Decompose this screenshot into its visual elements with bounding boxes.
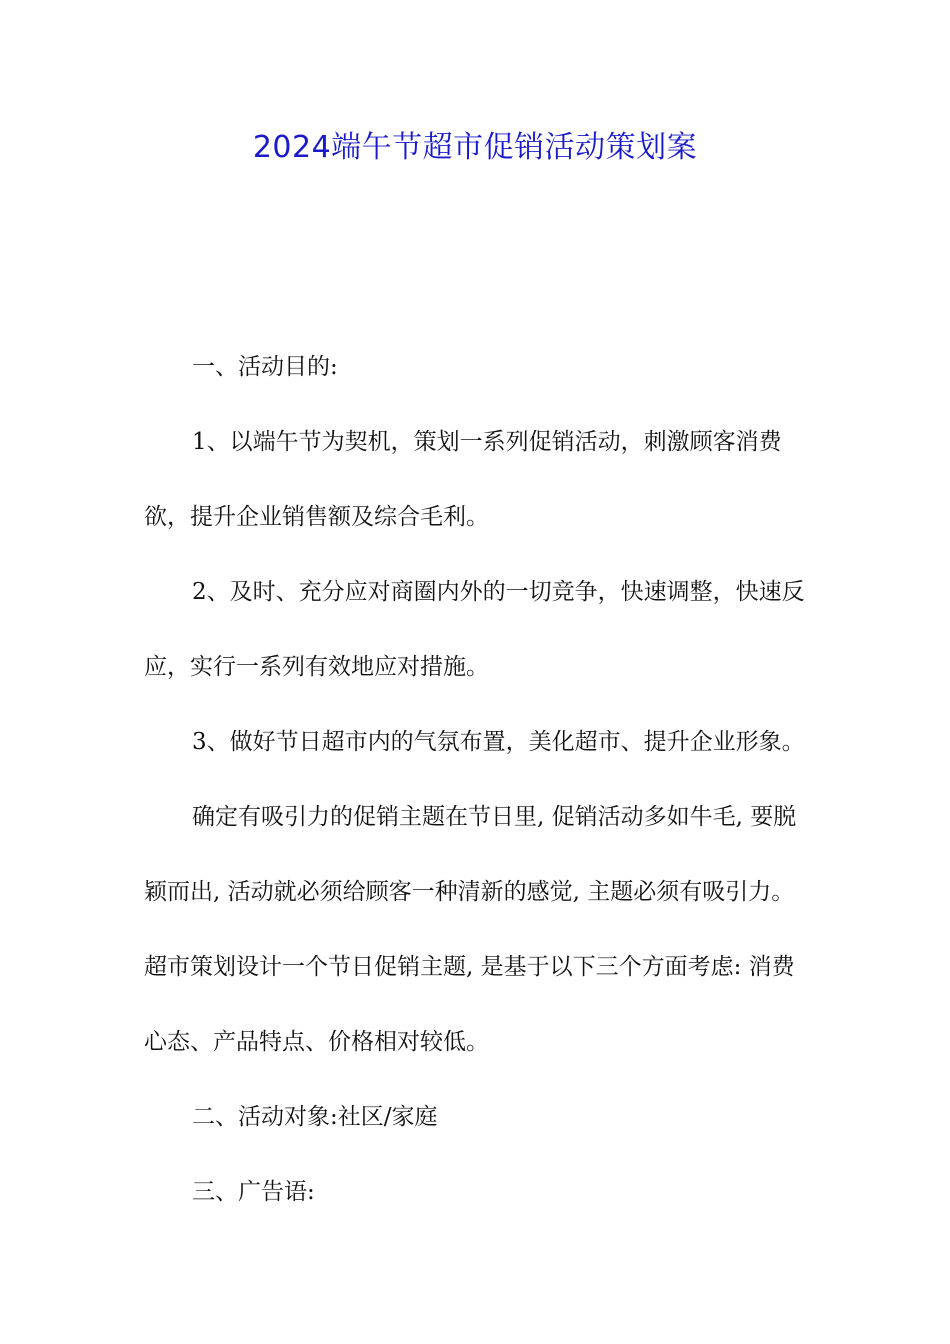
document-body [144, 330, 812, 1230]
paragraph-theme: 确定有吸引力的促销主题在节日里, 促销活动多如牛毛, 要脱颖而出, 活动就必须给顾客一种清新的感觉, 主题必须有吸引力。超市策划设计一个节日促销主题, 是基于以下三个方面考虑: 消费心态、产品特点、价格相对较低。 [144, 804, 797, 1055]
paragraph-purpose-1: 1、以端午节为契机，策划一系列促销活动，刺激顾客消费欲，提升企业销售额及综合毛利。 [144, 429, 782, 530]
paragraph-purpose-2: 2、及时、充分应对商圈内外的一切竞争，快速调整，快速反应，实行一系列有效地应对措施。 [144, 579, 805, 680]
section-heading-audience: 二、活动对象:社区/家庭 [192, 1104, 438, 1130]
paragraph-purpose-3: 3、做好节日超市内的气氛布置，美化超市、提升企业形象。 [192, 729, 805, 755]
section-heading-slogan: 三、广告语: [192, 1179, 315, 1205]
document-title: 2024端午节超市促销活动策划案 [252, 130, 698, 165]
section-heading-purpose: 一、活动目的: [192, 354, 338, 380]
